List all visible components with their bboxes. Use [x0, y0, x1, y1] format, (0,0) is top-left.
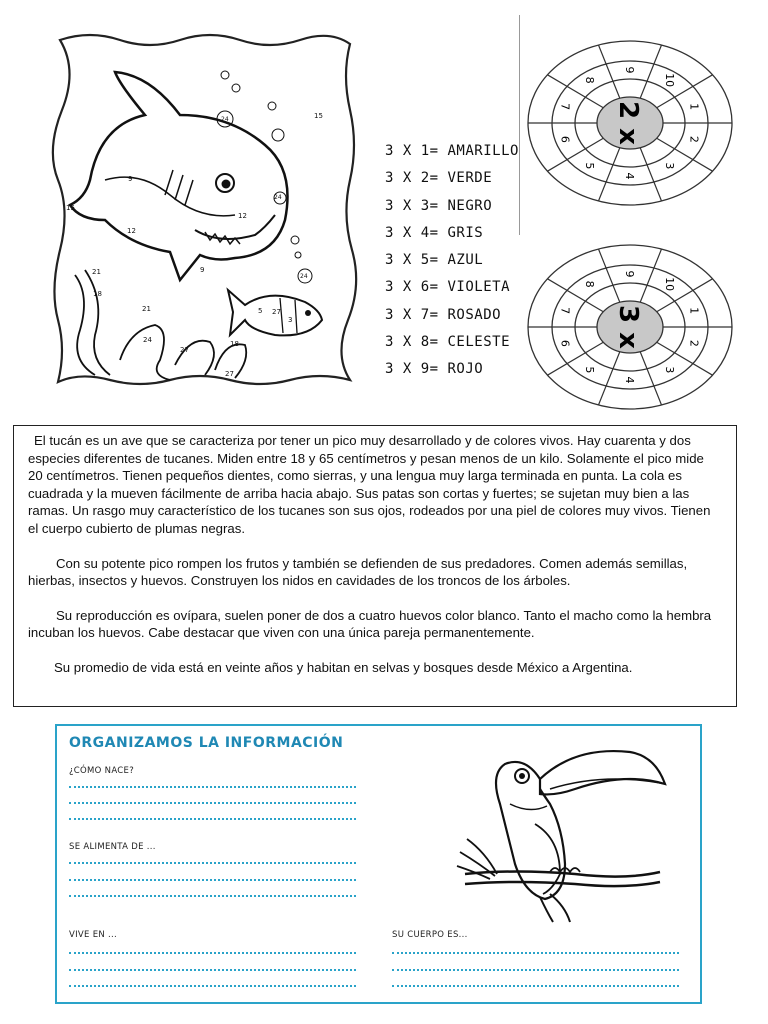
question-label: SE ALIMENTA DE ...: [69, 842, 156, 852]
legend-item: 3 X 7= ROSADO: [385, 306, 502, 323]
paragraph: El tucán es un ave que se caracteriza por tener un pico muy desarrollado y de colores vivos. Hay cuarenta y dos especies diferentes de tucanes. Miden entre 18 y 65 centímetros y pesan menos de un kilo. Solamente el pico mide 20 centímetros. Tienen pequeños dientes, como sierras, y una lengua muy larga terminada en punta. La cola es cuadrada y la mueven fácilmente de arriba hacia abajo. Sus patas son cortas y fuertes; se sujetan muy bien a las ramas. Un rasgo muy característico de los tucanes son sus ojos, rodeados por una piel de colores muy vivos. Tienen el cuerpo cubierto de plumas negras.: [28, 433, 711, 536]
wheel-number: 1: [687, 103, 701, 111]
region-number: 9: [200, 266, 205, 274]
region-number: 24: [143, 336, 152, 344]
region-number: 18: [230, 340, 239, 348]
question-label: ¿CÓMO NACE?: [69, 766, 135, 776]
region-number: 24: [274, 194, 282, 201]
region-number: 12: [127, 227, 136, 235]
paragraph: Su reproducción es ovípara, suelen poner de dos a cuatro huevos color blanco. Tanto el macho como la hembra incuban los huevos. Cabe destacar que viven con una única pareja permanentemente.: [28, 607, 712, 641]
wheel-graphic: [525, 38, 735, 208]
region-number: 24: [300, 273, 308, 280]
wheel-number: 9: [623, 270, 636, 278]
legend-item: 3 X 3= NEGRO: [385, 197, 493, 214]
legend-item: 3 X 5= AZUL: [385, 252, 484, 269]
answer-line[interactable]: [69, 817, 356, 820]
color-legend: [385, 138, 525, 384]
region-number: 5: [258, 307, 263, 315]
wheel-number: 4: [623, 172, 636, 180]
wheel-number: 2: [687, 135, 701, 143]
wheel-spoke: [640, 45, 661, 98]
wheel-number: 5: [583, 162, 597, 170]
legend-item: 3 X 9= ROJO: [385, 361, 484, 378]
region-number: 27: [272, 308, 281, 316]
wheel-spoke: [598, 45, 619, 98]
wheel-spoke: [598, 352, 619, 405]
wheel-number: 4: [623, 376, 636, 384]
region-number: 15: [314, 112, 323, 120]
wheel-number: 6: [558, 135, 572, 143]
answer-line[interactable]: [69, 785, 356, 788]
wheel-number: 8: [583, 76, 597, 84]
region-number: 3: [288, 316, 293, 324]
question-label: SU CUERPO ES...: [392, 930, 468, 940]
shark-drawing: [50, 30, 360, 390]
organize-worksheet: [55, 724, 702, 1004]
wheel-number: 3: [662, 366, 676, 374]
legend-item: 3 X 8= CELESTE: [385, 334, 511, 351]
region-number: 18: [93, 290, 102, 298]
wheel-number: 2: [687, 339, 701, 347]
wheel-number: 1: [687, 307, 701, 315]
region-number: 9: [128, 175, 133, 183]
region-number: 27: [225, 370, 234, 378]
wheel-number: 3: [662, 162, 676, 170]
region-number: 24: [221, 116, 229, 123]
region-number: 27: [180, 346, 189, 354]
shark-coloring-picture: [50, 30, 360, 390]
wheel-spoke: [640, 352, 661, 405]
legend-item: 3 X 4= GRIS: [385, 224, 484, 241]
paragraph: Con su potente pico rompen los frutos y también se defienden de sus predadores. Comen además semillas, hierbas, insectos y huevos. Construyen los nidos en cavidades de los troncos de los árboles.: [28, 555, 688, 589]
region-number: 15: [66, 204, 75, 212]
toucan-drawing: [455, 734, 670, 924]
wheel-spoke: [640, 249, 661, 302]
wheel-center-label: 3 x: [613, 305, 643, 349]
answer-line[interactable]: [69, 861, 356, 864]
worksheet-title: ORGANIZAMOS LA INFORMACIÓN: [69, 735, 344, 751]
legend-item: 3 X 2= VERDE: [385, 170, 493, 187]
multiplication-wheel-3: [525, 242, 735, 412]
wheel-number: 5: [583, 366, 597, 374]
region-number: 21: [142, 305, 151, 313]
wheel-spoke: [598, 148, 619, 201]
divider: [519, 15, 520, 235]
wheel-spoke: [640, 148, 661, 201]
answer-line[interactable]: [69, 878, 356, 881]
wheel-number: 7: [558, 103, 572, 111]
wheel-graphic: [525, 242, 735, 412]
answer-line[interactable]: [69, 801, 356, 804]
answer-line[interactable]: [69, 968, 356, 971]
reading-text-box: [13, 425, 737, 707]
legend-item: 3 X 6= VIOLETA: [385, 279, 511, 296]
answer-line[interactable]: [69, 894, 356, 897]
wheel-number: 6: [558, 339, 572, 347]
wheel-number: 8: [583, 280, 597, 288]
wheel-number: 9: [623, 66, 636, 74]
legend-item: 3 X 1= AMARILLO: [385, 143, 519, 159]
answer-line[interactable]: [392, 984, 679, 987]
wheel-number: 7: [558, 307, 572, 315]
answer-line[interactable]: [392, 968, 679, 971]
wheel-center-label: 2 x: [613, 101, 643, 145]
wheel-spoke: [598, 249, 619, 302]
wheel-number: 10: [662, 277, 676, 292]
region-number: 12: [238, 212, 247, 220]
answer-line[interactable]: [69, 984, 356, 987]
multiplication-wheel-2: [525, 38, 735, 208]
wheel-number: 10: [662, 73, 676, 88]
question-label: VIVE EN ...: [69, 930, 118, 940]
paragraph: Su promedio de vida está en veinte años y habitan en selvas y bosques desde México a Argentina.: [54, 659, 633, 675]
answer-line[interactable]: [392, 951, 679, 954]
answer-line[interactable]: [69, 951, 356, 954]
region-number: 21: [92, 268, 101, 276]
